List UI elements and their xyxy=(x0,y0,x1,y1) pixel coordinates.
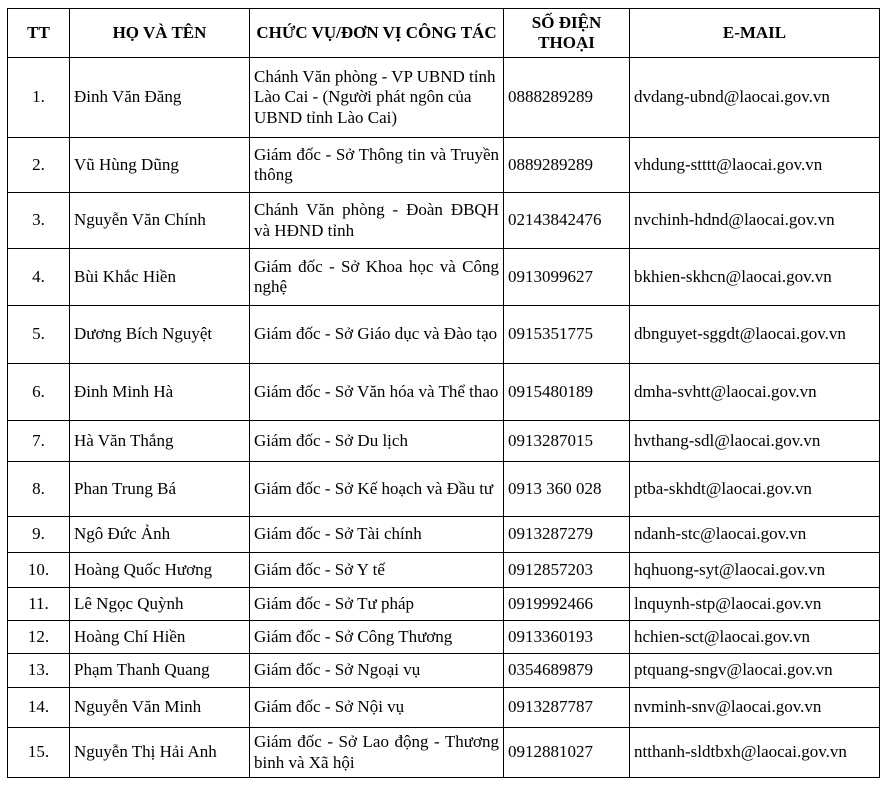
header-phone: SỐ ĐIỆN THOẠI xyxy=(504,9,630,58)
table-row xyxy=(8,193,880,249)
table-row xyxy=(8,728,880,778)
table-row xyxy=(8,138,880,193)
table-row xyxy=(8,621,880,654)
table-row xyxy=(8,654,880,688)
cell-email: bkhien-skhcn@laocai.gov.vn xyxy=(630,249,880,306)
cell-row-number: 15. xyxy=(8,728,70,778)
cell-full-name: Vũ Hùng Dũng xyxy=(70,138,250,193)
cell-email: ptquang-sngv@laocai.gov.vn xyxy=(630,654,880,688)
cell-position: Chánh Văn phòng - Đoàn ĐBQH và HĐND tỉnh xyxy=(250,193,504,249)
cell-full-name: Phạm Thanh Quang xyxy=(70,654,250,688)
cell-phone: 0913099627 xyxy=(504,249,630,306)
header-email: E-MAIL xyxy=(630,9,880,58)
table-row xyxy=(8,58,880,138)
cell-row-number: 1. xyxy=(8,58,70,138)
cell-row-number: 6. xyxy=(8,364,70,421)
cell-position: Giám đốc - Sở Tư pháp xyxy=(250,588,504,621)
cell-full-name: Đinh Minh Hà xyxy=(70,364,250,421)
cell-full-name: Hoàng Chí Hiền xyxy=(70,621,250,654)
cell-full-name: Bùi Khắc Hiền xyxy=(70,249,250,306)
cell-phone: 0915351775 xyxy=(504,306,630,364)
cell-phone: 0888289289 xyxy=(504,58,630,138)
cell-full-name: Nguyễn Văn Chính xyxy=(70,193,250,249)
cell-phone: 02143842476 xyxy=(504,193,630,249)
cell-email: nvminh-snv@laocai.gov.vn xyxy=(630,688,880,728)
cell-row-number: 7. xyxy=(8,421,70,462)
header-name: HỌ VÀ TÊN xyxy=(70,9,250,58)
cell-row-number: 2. xyxy=(8,138,70,193)
table-row xyxy=(8,688,880,728)
cell-position: Giám đốc - Sở Khoa học và Công nghệ xyxy=(250,249,504,306)
cell-row-number: 3. xyxy=(8,193,70,249)
cell-phone: 0913 360 028 xyxy=(504,462,630,517)
cell-email: dmha-svhtt@laocai.gov.vn xyxy=(630,364,880,421)
contact-directory-table xyxy=(7,8,880,778)
cell-email: ntthanh-sldtbxh@laocai.gov.vn xyxy=(630,728,880,778)
cell-phone: 0915480189 xyxy=(504,364,630,421)
cell-row-number: 5. xyxy=(8,306,70,364)
cell-position: Giám đốc - Sở Tài chính xyxy=(250,517,504,553)
cell-row-number: 14. xyxy=(8,688,70,728)
table-row xyxy=(8,421,880,462)
cell-phone: 0913360193 xyxy=(504,621,630,654)
cell-email: vhdung-stttt@laocai.gov.vn xyxy=(630,138,880,193)
cell-email: hchien-sct@laocai.gov.vn xyxy=(630,621,880,654)
cell-row-number: 8. xyxy=(8,462,70,517)
cell-position: Giám đốc - Sở Thông tin và Truyền thông xyxy=(250,138,504,193)
cell-position: Giám đốc - Sở Nội vụ xyxy=(250,688,504,728)
cell-full-name: Nguyễn Thị Hải Anh xyxy=(70,728,250,778)
cell-row-number: 12. xyxy=(8,621,70,654)
cell-position: Giám đốc - Sở Giáo dục và Đào tạo xyxy=(250,306,504,364)
cell-full-name: Lê Ngọc Quỳnh xyxy=(70,588,250,621)
cell-row-number: 9. xyxy=(8,517,70,553)
header-position: CHỨC VỤ/ĐƠN VỊ CÔNG TÁC xyxy=(250,9,504,58)
header-row xyxy=(8,9,880,58)
cell-phone: 0913287279 xyxy=(504,517,630,553)
cell-position: Giám đốc - Sở Ngoại vụ xyxy=(250,654,504,688)
cell-phone: 0919992466 xyxy=(504,588,630,621)
cell-row-number: 11. xyxy=(8,588,70,621)
cell-email: ptba-skhdt@laocai.gov.vn xyxy=(630,462,880,517)
table-row xyxy=(8,249,880,306)
cell-position: Chánh Văn phòng - VP UBND tỉnh Lào Cai - (Người phát ngôn của UBND tỉnh Lào Cai) xyxy=(250,58,504,138)
cell-position: Giám đốc - Sở Lao động - Thương binh và Xã hội xyxy=(250,728,504,778)
table-row xyxy=(8,364,880,421)
cell-position: Giám đốc - Sở Du lịch xyxy=(250,421,504,462)
cell-full-name: Phan Trung Bá xyxy=(70,462,250,517)
cell-full-name: Ngô Đức Ảnh xyxy=(70,517,250,553)
cell-full-name: Đinh Văn Đăng xyxy=(70,58,250,138)
cell-full-name: Hoàng Quốc Hương xyxy=(70,553,250,588)
cell-email: lnquynh-stp@laocai.gov.vn xyxy=(630,588,880,621)
cell-email: hvthang-sdl@laocai.gov.vn xyxy=(630,421,880,462)
table-row xyxy=(8,517,880,553)
cell-position: Giám đốc - Sở Y tế xyxy=(250,553,504,588)
cell-email: ndanh-stc@laocai.gov.vn xyxy=(630,517,880,553)
cell-email: nvchinh-hdnd@laocai.gov.vn xyxy=(630,193,880,249)
cell-position: Giám đốc - Sở Kế hoạch và Đầu tư xyxy=(250,462,504,517)
table-body xyxy=(8,58,880,778)
cell-phone: 0913287787 xyxy=(504,688,630,728)
cell-phone: 0912881027 xyxy=(504,728,630,778)
table-row xyxy=(8,553,880,588)
table-row xyxy=(8,462,880,517)
cell-email: hqhuong-syt@laocai.gov.vn xyxy=(630,553,880,588)
cell-email: dbnguyet-sggdt@laocai.gov.vn xyxy=(630,306,880,364)
cell-email: dvdang-ubnd@laocai.gov.vn xyxy=(630,58,880,138)
cell-row-number: 4. xyxy=(8,249,70,306)
cell-full-name: Hà Văn Thắng xyxy=(70,421,250,462)
cell-row-number: 13. xyxy=(8,654,70,688)
header-tt: TT xyxy=(8,9,70,58)
cell-full-name: Dương Bích Nguyệt xyxy=(70,306,250,364)
cell-phone: 0889289289 xyxy=(504,138,630,193)
cell-phone: 0912857203 xyxy=(504,553,630,588)
table-row xyxy=(8,306,880,364)
cell-full-name: Nguyễn Văn Minh xyxy=(70,688,250,728)
table-row xyxy=(8,588,880,621)
cell-position: Giám đốc - Sở Văn hóa và Thể thao xyxy=(250,364,504,421)
cell-phone: 0913287015 xyxy=(504,421,630,462)
cell-position: Giám đốc - Sở Công Thương xyxy=(250,621,504,654)
cell-phone: 0354689879 xyxy=(504,654,630,688)
cell-row-number: 10. xyxy=(8,553,70,588)
